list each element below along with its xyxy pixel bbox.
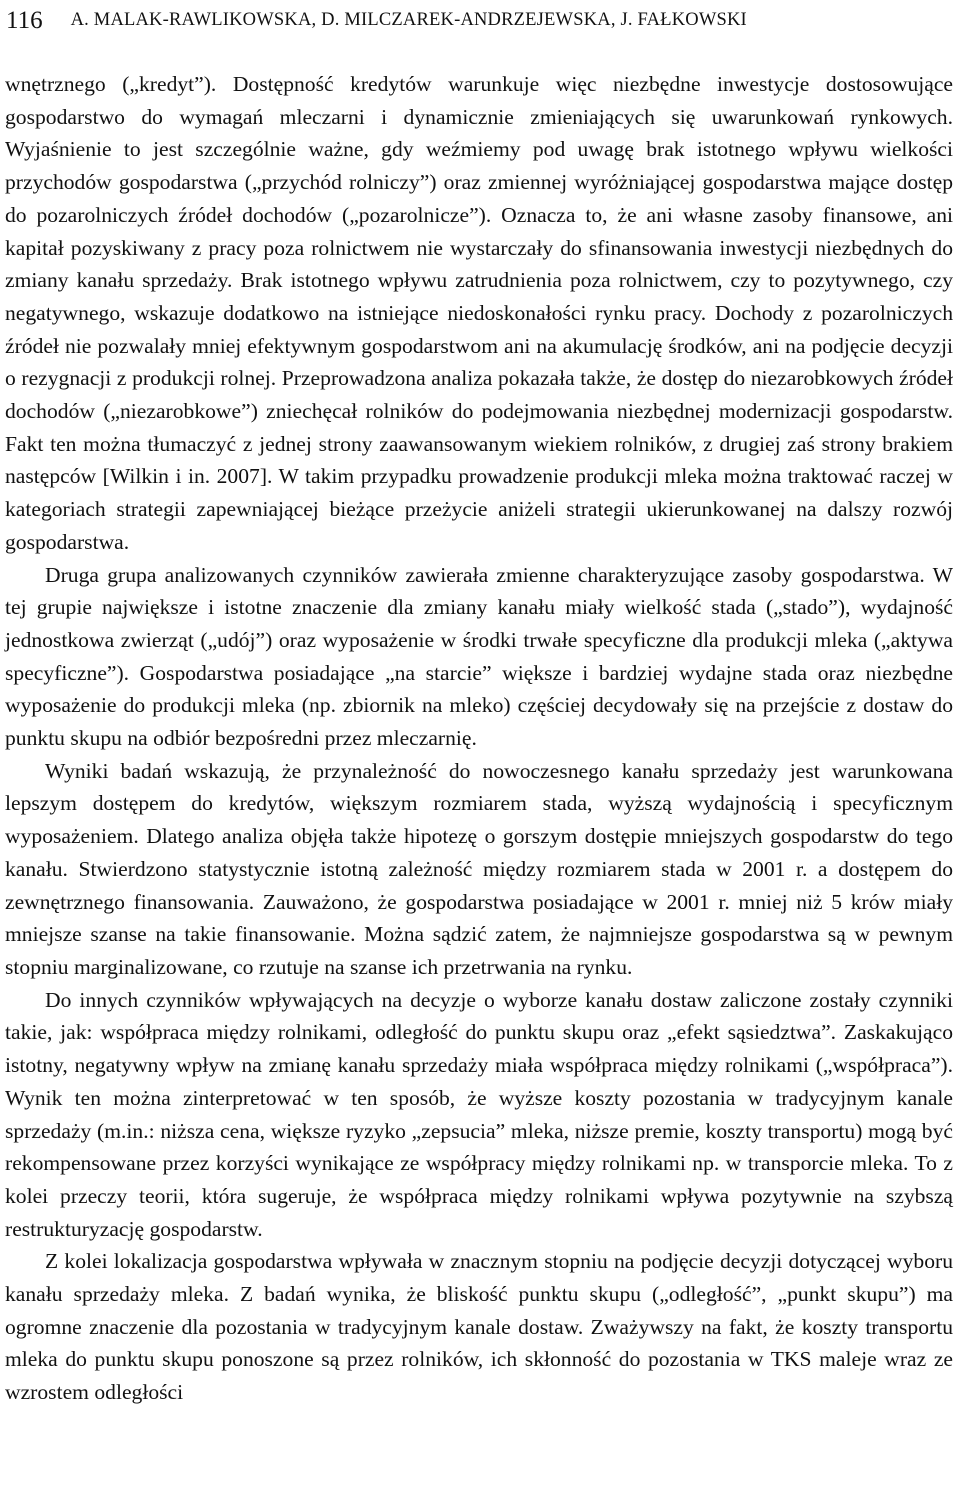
paragraph: Do innych czynników wpływających na decyzje o wyborze kanału dostaw zaliczone zostały czynniki takie, jak: współpraca między rolnikami, odległość do punktu skupu oraz „efekt sąsiedztwa”. Zaskakująco istotny, negatywny wpływ na zmianę kanału sprzedaży miała współpraca między rolnikami („współpraca”). Wynik ten można zinterpretować w ten sposób, że wyższe koszty pozostania w tradycyjnym kanale sprzedaży (m.in.: niższa cena, większe ryzyko „zepsucia” mleka, niższe premie, koszty transportu) mogą być rekompensowane przez korzyści wynikające ze współpracy między rolnikami np. w transporcie mleka. To z kolei przeczy teorii, która sugeruje, że współpraca między rolnikami wpływa pozytywnie na szybszą restrukturyzację gospodarstw.	[5, 987, 953, 1241]
paragraph: wnętrznego („kredyt”). Dostępność kredytów warunkuje więc niezbędne inwestycje dostosowujące gospodarstwo do wymagań mleczarni i dynamicznie zmieniających się uwarunkowań rynkowych. Wyjaśnienie to jest szczególnie ważne, gdy weźmiemy pod uwagę brak istotnego wpływu wielkości przychodów gospodarstwa („przychód rolniczy”) oraz zmiennej wyróżniającej gospodarstwa mające dostęp do pozarolniczych źródeł dochodów („pozarolnicze”). Oznacza to, że ani własne zasoby finansowe, ani kapitał pozyskiwany z pracy poza rolnictwem nie wystarczały do sfinansowania inwestycji niezbędnych do zmiany kanału sprzedaży. Brak istotnego wpływu zatrudnienia poza rolnictwem, czy to pozytywnego, czy negatywnego, wskazuje dodatkowo na istniejące niedoskonałości rynku pracy. Dochody z pozarolniczych źródeł nie pozwalały mniej efektywnym gospodarstwom ani na akumulację środków, ani na podjęcie decyzji o rezygnacji z produkcji rolnej. Przeprowadzona analiza pokazała także, że dostęp do niezarobkowych źródeł dochodów („niezarobkowe”) zniechęcał rolników do podejmowania niezbędnej modernizacji gospodarstw. Fakt ten można tłumaczyć z jednej strony zaawansowanym wiekiem rolników, z drugiej zaś strony brakiem następców [Wilkin i in. 2007]. W takim przypadku prowadzenie produkcji mleka można traktować raczej w kategoriach strategii zapewniającej bieżące przeżycie aniżeli strategii ukierunkowanej na dalszy rozwój gospodarstwa.	[5, 72, 953, 554]
paragraph: Wyniki badań wskazują, że przynależność do nowoczesnego kanału sprzedaży jest warunkowana lepszym dostępem do kredytów, większym rozmiarem stada, wyższą wydajnością i specyficznym wyposażeniem. Dlatego analiza objęła także hipotezę o gorszym dostępie mniejszych gospodarstw do tego kanału. Stwierdzono statystycznie istotną zależność między rozmiarem stada w 2001 r. a dostępem do zewnętrznego finansowania. Zauważono, że gospodarstwa posiadające w 2001 r. mniej niż 5 krów miały mniejsze szanse na takie finansowanie. Można sądzić zatem, że najmniejsze gospodarstwa są w pewnym stopniu marginalizowane, co rzutuje na szanse ich przetrwania na rynku.	[5, 758, 953, 979]
paragraph: Z kolei lokalizacja gospodarstwa wpływała w znacznym stopniu na podjęcie decyzji dotyczącej wyboru kanału sprzedaży mleka. Z badań wynika, że bliskość punktu skupu („odległość”, „punkt skupu”) ma ogromne znaczenie dla pozostania w tradycyjnym kanale dostaw. Zważywszy na fakt, że koszty transportu mleka do punktu skupu ponoszone są przez rolników, ich skłonność do pozostania w TKS maleje wraz ze wzrostem odległości	[5, 1249, 953, 1405]
page-header	[6, 0, 952, 40]
page-number: 116	[6, 6, 43, 34]
body-text	[5, 68, 953, 1409]
running-head: A. MALAK-RAWLIKOWSKA, D. MILCZAREK-ANDRZEJEWSKA, J. FAŁKOWSKI	[70, 9, 747, 30]
paragraph: Druga grupa analizowanych czynników zawierała zmienne charakteryzujące zasoby gospodarstwa. W tej grupie największe i istotne znaczenie dla zmiany kanału miały wielkość stada („stado”), wydajność jednostkowa zwierząt („udój”) oraz wyposażenie w środki trwałe specyficzne dla produkcji mleka („aktywa specyficzne”). Gospodarstwa posiadające „na starcie” większe i bardziej wydajne stada oraz niezbędne wyposażenie do produkcji mleka (np. zbiornik na mleko) częściej decydowały się na przejście z dostaw do punktu skupu na odbiór bezpośredni przez mleczarnię.	[5, 562, 953, 751]
